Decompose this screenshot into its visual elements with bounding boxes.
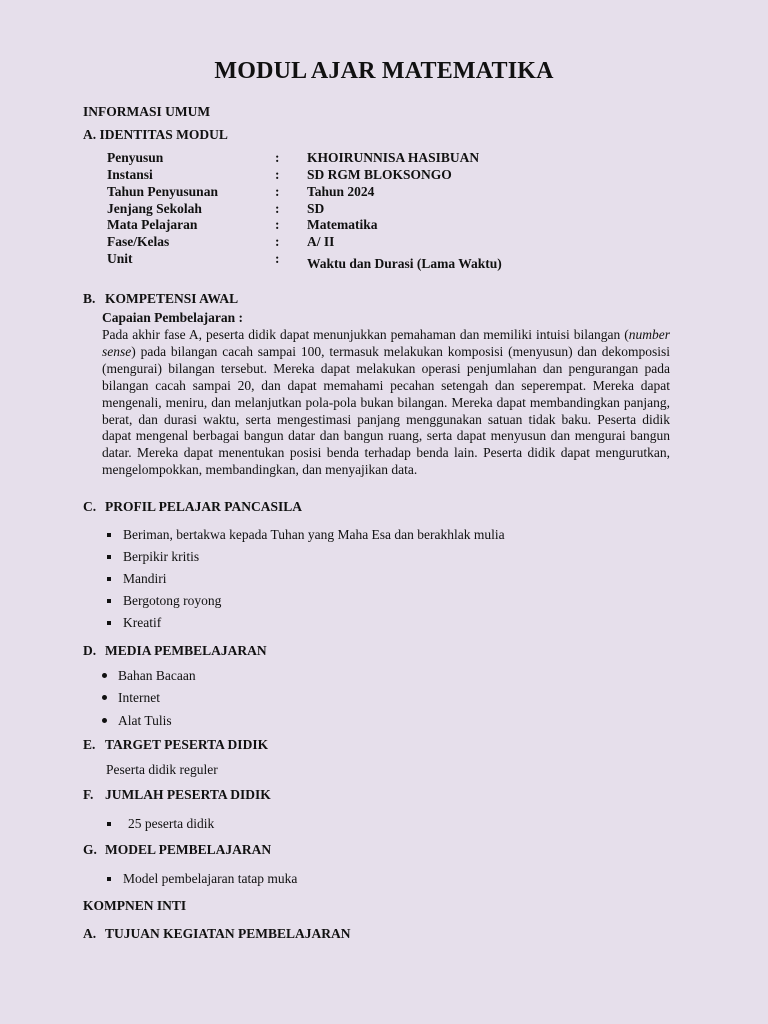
section-number: F. xyxy=(83,787,94,802)
identity-colon: : xyxy=(275,234,280,249)
section-tujuan-heading xyxy=(83,926,351,942)
section-number: C. xyxy=(83,499,97,514)
identity-key: Mata Pelajaran xyxy=(107,217,198,232)
list-item-text: Mandiri xyxy=(123,571,167,586)
identity-colon: : xyxy=(275,201,280,216)
identity-colon: : xyxy=(275,167,280,182)
square-bullet-icon xyxy=(107,555,111,559)
section-label: TUJUAN KEGIATAN PEMBELAJARAN xyxy=(105,926,351,941)
target-text: Peserta didik reguler xyxy=(106,762,218,777)
identity-colon: : xyxy=(275,217,280,232)
document-title: MODUL AJAR MATEMATIKA xyxy=(214,58,554,84)
section-media-heading xyxy=(83,643,267,659)
section-number: G. xyxy=(83,842,97,857)
section-label: MODEL PEMBELAJARAN xyxy=(105,842,272,857)
section-jumlah-heading xyxy=(83,787,271,803)
section-number: B. xyxy=(83,291,96,306)
identity-value: KHOIRUNNISA HASIBUAN xyxy=(307,150,480,165)
identity-key: Tahun Penyusunan xyxy=(107,184,218,199)
section-label: MEDIA PEMBELAJARAN xyxy=(105,643,267,658)
section-label: TARGET PESERTA DIDIK xyxy=(105,737,269,752)
paragraph-text: ) pada bilangan cacah sampai 100, termasuk melakukan komposisi (menyusun) dan dekomposisi (mengurai) bilangan tersebut. Mereka dapat melakukan operasi penjumlahan dan pengurangan pada bilangan cacah sampai 20, dan dapat memahami pecahan setengah dan seperempat. Mereka dapat mengenali, meniru, dan melanjutkan pola-pola bukan bilangan. Mereka dapat membandingkan panjang, berat, dan durasi waktu, serta mengestimasi panjang menggunakan satuan tidak baku. Peserta didik dapat mengenal berbagai bangun datar dan bangun ruang, serta dapat menyusun dan mengurai bangun datar. Mereka dapat menentukan posisi benda terhadap benda lain. Peserta didik dapat mengurutkan, mengelompokkan, membandingkan, dan menyajikan data. xyxy=(102,343,670,478)
capaian-subheading: Capaian Pembelajaran : xyxy=(102,310,243,325)
section-label: PROFIL PELAJAR PANCASILA xyxy=(105,499,303,514)
section-komponen-inti: KOMPNEN INTI xyxy=(83,898,187,913)
identity-value: Waktu dan Durasi (Lama Waktu) xyxy=(307,256,502,271)
list-item-text: Bergotong royong xyxy=(123,593,222,608)
paragraph-text: Pada akhir fase A, peserta didik dapat menunjukkan pemahaman dan memiliki intuisi bilangan ( xyxy=(102,327,629,342)
square-bullet-icon xyxy=(107,877,111,881)
identity-key: Unit xyxy=(107,251,133,266)
section-identitas-heading: A. IDENTITAS MODUL xyxy=(83,127,228,142)
list-item-text: 25 peserta didik xyxy=(128,816,215,831)
list-item-text: Beriman, bertakwa kepada Tuhan yang Maha Esa dan berakhlak mulia xyxy=(123,527,505,542)
list-item-text: Bahan Bacaan xyxy=(118,668,196,683)
identity-value: Matematika xyxy=(307,217,378,232)
section-informasi-umum: INFORMASI UMUM xyxy=(83,104,211,119)
section-number: D. xyxy=(83,643,97,658)
square-bullet-icon xyxy=(107,621,111,625)
list-item-text: Internet xyxy=(118,690,160,705)
identity-colon: : xyxy=(275,150,280,165)
section-profil-heading xyxy=(83,499,302,515)
identity-key: Penyusun xyxy=(107,150,164,165)
square-bullet-icon xyxy=(107,822,111,826)
section-number: E. xyxy=(83,737,96,752)
square-bullet-icon xyxy=(107,599,111,603)
identity-key: Instansi xyxy=(107,167,153,182)
round-bullet-icon xyxy=(102,673,107,678)
list-item-text: Alat Tulis xyxy=(118,713,172,728)
square-bullet-icon xyxy=(107,577,111,581)
list-item-text: Kreatif xyxy=(123,615,162,630)
square-bullet-icon xyxy=(107,533,111,537)
identity-key: Jenjang Sekolah xyxy=(107,201,202,216)
section-model-heading xyxy=(83,842,271,858)
list-item-text: Model pembelajaran tatap muka xyxy=(123,871,298,886)
round-bullet-icon xyxy=(102,718,107,723)
identity-key: Fase/Kelas xyxy=(107,234,170,249)
identity-value: A/ II xyxy=(307,234,335,249)
identity-colon: : xyxy=(275,184,280,199)
section-label: KOMPETENSI AWAL xyxy=(105,291,239,306)
identity-value: SD xyxy=(307,201,325,216)
section-target-heading xyxy=(83,737,268,753)
round-bullet-icon xyxy=(102,695,107,700)
capaian-paragraph xyxy=(102,327,670,479)
identity-value: Tahun 2024 xyxy=(307,184,375,199)
list-item-text: Berpikir kritis xyxy=(123,549,200,564)
section-kompetensi-heading xyxy=(83,291,238,307)
identity-colon: : xyxy=(275,251,280,266)
paragraph-emphasis: number sense xyxy=(102,327,670,359)
section-label: JUMLAH PESERTA DIDIK xyxy=(105,787,271,802)
section-number: A. xyxy=(83,926,97,941)
identity-value: SD RGM BLOKSONGO xyxy=(307,167,452,182)
